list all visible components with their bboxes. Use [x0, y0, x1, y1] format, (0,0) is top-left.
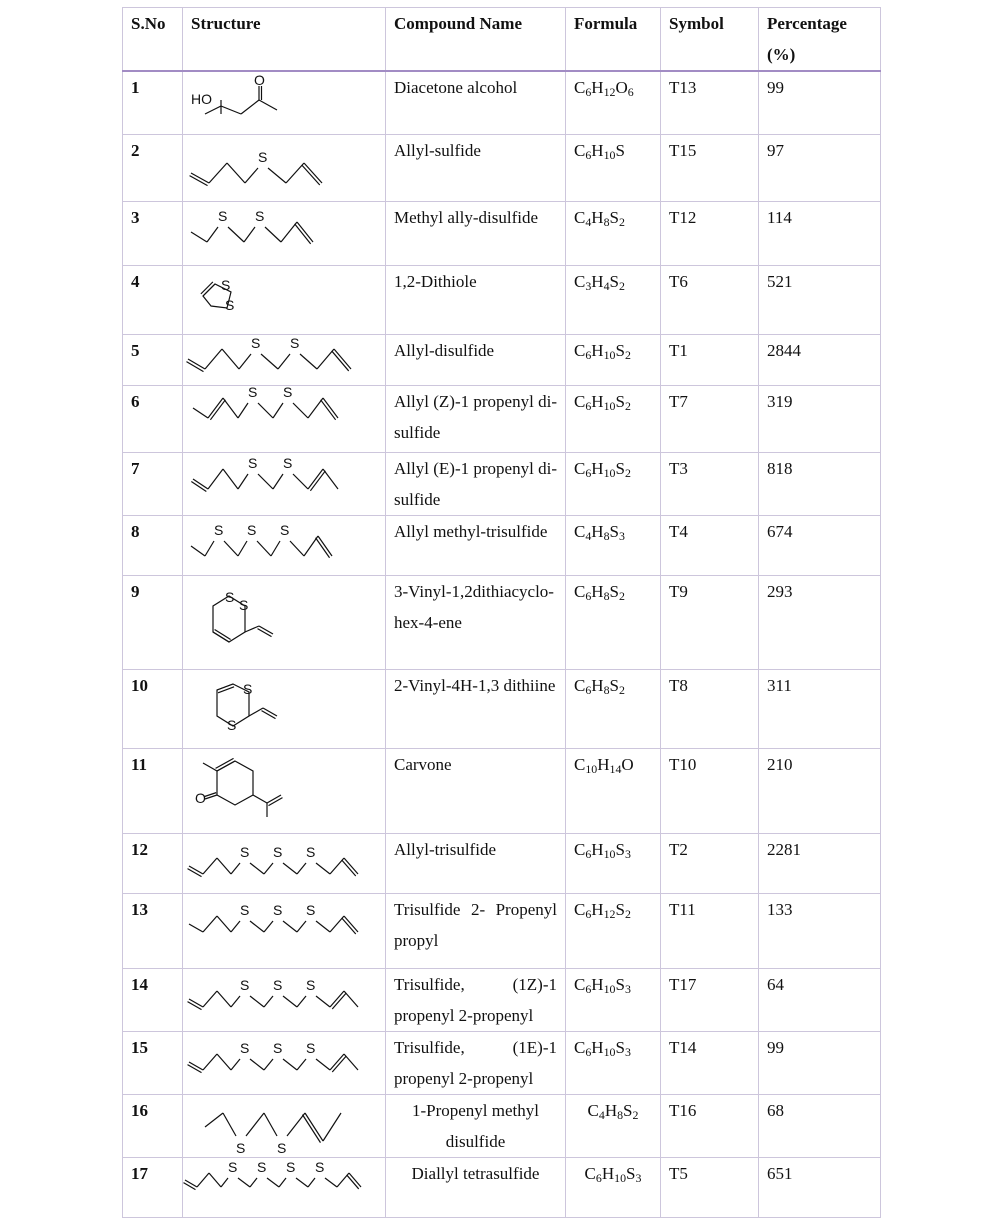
table-row — [123, 748, 881, 833]
svg-text:O: O — [254, 72, 265, 88]
header-compound-name: Compound Name — [386, 8, 566, 72]
svg-text:S: S — [283, 454, 293, 471]
table-row — [123, 515, 881, 575]
percentage: 210 — [759, 748, 881, 833]
structure-cell — [183, 748, 386, 833]
structure-cell — [183, 968, 386, 1031]
row-number: 4 — [123, 265, 183, 334]
svg-text:S: S — [315, 1158, 325, 1175]
propenyl-methyl-disulfide-structure-icon — [183, 1095, 383, 1155]
svg-text:S: S — [273, 901, 283, 918]
compound-name: Trisulfide, (1Z)-1 propenyl 2-propenyl — [386, 968, 566, 1031]
compound-name: 1-Propenyl methyl disulfide — [386, 1094, 566, 1157]
compound-name: Trisulfide 2- Propenyl propyl — [386, 893, 566, 968]
symbol: T11 — [661, 893, 759, 968]
symbol: T15 — [661, 134, 759, 201]
percentage: 311 — [759, 669, 881, 748]
row-number: 17 — [123, 1157, 183, 1217]
table-row — [123, 575, 881, 669]
svg-text:S: S — [257, 1158, 267, 1175]
percentage: 133 — [759, 893, 881, 968]
dithiole-structure-icon — [183, 266, 383, 333]
row-number: 14 — [123, 968, 183, 1031]
percentage: 2844 — [759, 334, 881, 385]
formula: $C_4H_8S_2$ — [566, 1094, 661, 1157]
formula: $C_6H_{10}S_3$ — [566, 833, 661, 893]
svg-text:S: S — [258, 148, 268, 165]
percentage: 319 — [759, 385, 881, 452]
svg-text:S: S — [247, 521, 257, 538]
svg-text:S: S — [255, 207, 265, 224]
symbol: T16 — [661, 1094, 759, 1157]
formula: $C_6H_{10}S_3$ — [566, 1157, 661, 1217]
symbol: T14 — [661, 1031, 759, 1094]
allyl-sulfide-structure-icon — [183, 135, 383, 200]
vinyl-dithiine-structure-icon — [183, 670, 383, 747]
percentage: 114 — [759, 201, 881, 265]
compound-name: 3-Vinyl-1,2dithiacyclo-hex-4-ene — [386, 575, 566, 669]
formula: $C_6H_{10}S_3$ — [566, 1031, 661, 1094]
svg-text:S: S — [306, 976, 316, 993]
header-formula: Formula — [566, 8, 661, 72]
table-row — [123, 1031, 881, 1094]
svg-text:S: S — [218, 207, 228, 224]
formula: $C_4H_8S_2$ — [566, 201, 661, 265]
svg-text:S: S — [214, 521, 224, 538]
table-row — [123, 334, 881, 385]
structure-cell — [183, 893, 386, 968]
formula: $C_6H_{10}S$ — [566, 134, 661, 201]
percentage: 521 — [759, 265, 881, 334]
z-propenyl-propenyl-trisulfide-structure-icon — [183, 969, 383, 1029]
svg-text:S: S — [273, 843, 283, 860]
svg-text:S: S — [286, 1158, 296, 1175]
symbol: T1 — [661, 334, 759, 385]
compound-name: Allyl-sulfide — [386, 134, 566, 201]
svg-text:S: S — [240, 1039, 250, 1056]
row-number: 3 — [123, 201, 183, 265]
row-number: 12 — [123, 833, 183, 893]
compound-name: Diallyl tetrasulfide — [386, 1157, 566, 1217]
formula: $C_6H_{12}S_2$ — [566, 893, 661, 968]
table-row — [123, 71, 881, 134]
svg-text:S: S — [228, 1158, 238, 1175]
svg-text:S: S — [227, 716, 237, 733]
percentage: 64 — [759, 968, 881, 1031]
propenyl-propyl-trisulfide-structure-icon — [183, 894, 383, 967]
svg-text:HO: HO — [191, 91, 212, 107]
header-sno: S.No — [123, 8, 183, 72]
compound-name: Allyl (E)-1 propenyl di-sulfide — [386, 452, 566, 515]
symbol: T9 — [661, 575, 759, 669]
structure-cell — [183, 833, 386, 893]
svg-text:S: S — [306, 843, 316, 860]
percentage: 97 — [759, 134, 881, 201]
svg-text:S: S — [240, 976, 250, 993]
row-number: 15 — [123, 1031, 183, 1094]
symbol: T17 — [661, 968, 759, 1031]
table-row — [123, 385, 881, 452]
symbol: T13 — [661, 71, 759, 134]
structure-cell — [183, 575, 386, 669]
compound-name: Allyl-trisulfide — [386, 833, 566, 893]
row-number: 16 — [123, 1094, 183, 1157]
symbol: T5 — [661, 1157, 759, 1217]
formula: $C_6H_{10}S_2$ — [566, 452, 661, 515]
svg-text:S: S — [240, 843, 250, 860]
percentage: 651 — [759, 1157, 881, 1217]
table-row — [123, 968, 881, 1031]
structure-cell — [183, 201, 386, 265]
formula: $C_6H_{10}S_2$ — [566, 385, 661, 452]
formula: $C_{10}H_{14}O$ — [566, 748, 661, 833]
structure-cell — [183, 134, 386, 201]
structure-cell — [183, 669, 386, 748]
symbol: T3 — [661, 452, 759, 515]
compound-name: 1,2-Dithiole — [386, 265, 566, 334]
row-number: 1 — [123, 71, 183, 134]
svg-text:S: S — [306, 1039, 316, 1056]
structure-cell — [183, 334, 386, 385]
compound-name: Methyl ally-disulfide — [386, 201, 566, 265]
symbol: T6 — [661, 265, 759, 334]
percentage: 674 — [759, 515, 881, 575]
vinyl-dithiacyclohexene-structure-icon — [183, 576, 383, 668]
row-number: 11 — [123, 748, 183, 833]
symbol: T10 — [661, 748, 759, 833]
row-number: 10 — [123, 669, 183, 748]
svg-text:O: O — [195, 789, 206, 806]
compound-table — [122, 7, 881, 1218]
symbol: T2 — [661, 833, 759, 893]
svg-text:S: S — [277, 1139, 287, 1155]
percentage: 99 — [759, 71, 881, 134]
compound-name: Carvone — [386, 748, 566, 833]
compound-name: Diacetone alcohol — [386, 71, 566, 134]
allyl-z-propenyl-disulfide-structure-icon — [183, 386, 383, 451]
symbol: T12 — [661, 201, 759, 265]
svg-text:S: S — [225, 296, 235, 313]
structure-cell — [183, 452, 386, 515]
carvone-structure-icon — [183, 749, 383, 832]
svg-text:S: S — [251, 334, 261, 351]
header-structure: Structure — [183, 8, 386, 72]
compound-name: Trisulfide, (1E)-1 propenyl 2-propenyl — [386, 1031, 566, 1094]
percentage: 818 — [759, 452, 881, 515]
header-symbol: Symbol — [661, 8, 759, 72]
svg-text:S: S — [240, 901, 250, 918]
symbol: T8 — [661, 669, 759, 748]
row-number: 5 — [123, 334, 183, 385]
svg-text:S: S — [239, 596, 249, 613]
formula: $C_3H_4S_2$ — [566, 265, 661, 334]
svg-text:S: S — [243, 680, 253, 697]
allyl-trisulfide-structure-icon — [183, 834, 383, 892]
table-row — [123, 1094, 881, 1157]
svg-text:S: S — [248, 385, 258, 400]
svg-text:S: S — [273, 976, 283, 993]
methyl-allyl-disulfide-structure-icon — [183, 202, 383, 264]
formula: $C_4H_8S_3$ — [566, 515, 661, 575]
row-number: 6 — [123, 385, 183, 452]
allyl-methyl-trisulfide-structure-icon — [183, 516, 383, 574]
formula: $C_6H_{10}S_2$ — [566, 334, 661, 385]
svg-text:S: S — [221, 276, 231, 293]
table-row — [123, 1157, 881, 1217]
row-number: 9 — [123, 575, 183, 669]
row-number: 8 — [123, 515, 183, 575]
row-number: 13 — [123, 893, 183, 968]
svg-text:S: S — [236, 1139, 246, 1155]
table-row — [123, 201, 881, 265]
structure-cell — [183, 1157, 386, 1217]
structure-cell — [183, 515, 386, 575]
allyl-disulfide-structure-icon — [183, 335, 383, 384]
row-number: 7 — [123, 452, 183, 515]
percentage: 68 — [759, 1094, 881, 1157]
header-percentage: Percentage (%) — [759, 8, 881, 72]
diacetone-alcohol-structure-icon — [183, 72, 383, 133]
compound-name: Allyl-disulfide — [386, 334, 566, 385]
table-row — [123, 134, 881, 201]
svg-text:S: S — [290, 334, 300, 351]
header-row — [123, 8, 881, 72]
structure-cell — [183, 71, 386, 134]
svg-text:S: S — [283, 385, 293, 400]
svg-text:S: S — [225, 588, 235, 605]
table-row — [123, 893, 881, 968]
formula: $C_6H_{10}S_3$ — [566, 968, 661, 1031]
table-row — [123, 833, 881, 893]
table-row — [123, 452, 881, 515]
compound-name: Allyl (Z)-1 propenyl di-sulfide — [386, 385, 566, 452]
allyl-e-propenyl-disulfide-structure-icon — [183, 453, 383, 514]
structure-cell — [183, 1094, 386, 1157]
percentage: 2281 — [759, 833, 881, 893]
formula: $C_6H_8S_2$ — [566, 575, 661, 669]
row-number: 2 — [123, 134, 183, 201]
e-propenyl-propenyl-trisulfide-structure-icon — [183, 1032, 383, 1092]
svg-text:S: S — [280, 521, 290, 538]
svg-text:S: S — [248, 454, 258, 471]
table-row — [123, 265, 881, 334]
svg-text:S: S — [273, 1039, 283, 1056]
diallyl-tetrasulfide-structure-icon — [183, 1158, 383, 1216]
formula: $C_6H_8S_2$ — [566, 669, 661, 748]
symbol: T4 — [661, 515, 759, 575]
table-row — [123, 669, 881, 748]
structure-cell — [183, 1031, 386, 1094]
structure-cell — [183, 385, 386, 452]
formula: $C_6H_{12}O_6$ — [566, 71, 661, 134]
percentage: 99 — [759, 1031, 881, 1094]
compound-name: Allyl methyl-trisulfide — [386, 515, 566, 575]
svg-text:S: S — [306, 901, 316, 918]
percentage: 293 — [759, 575, 881, 669]
compound-name: 2-Vinyl-4H-1,3 dithiine — [386, 669, 566, 748]
structure-cell — [183, 265, 386, 334]
symbol: T7 — [661, 385, 759, 452]
